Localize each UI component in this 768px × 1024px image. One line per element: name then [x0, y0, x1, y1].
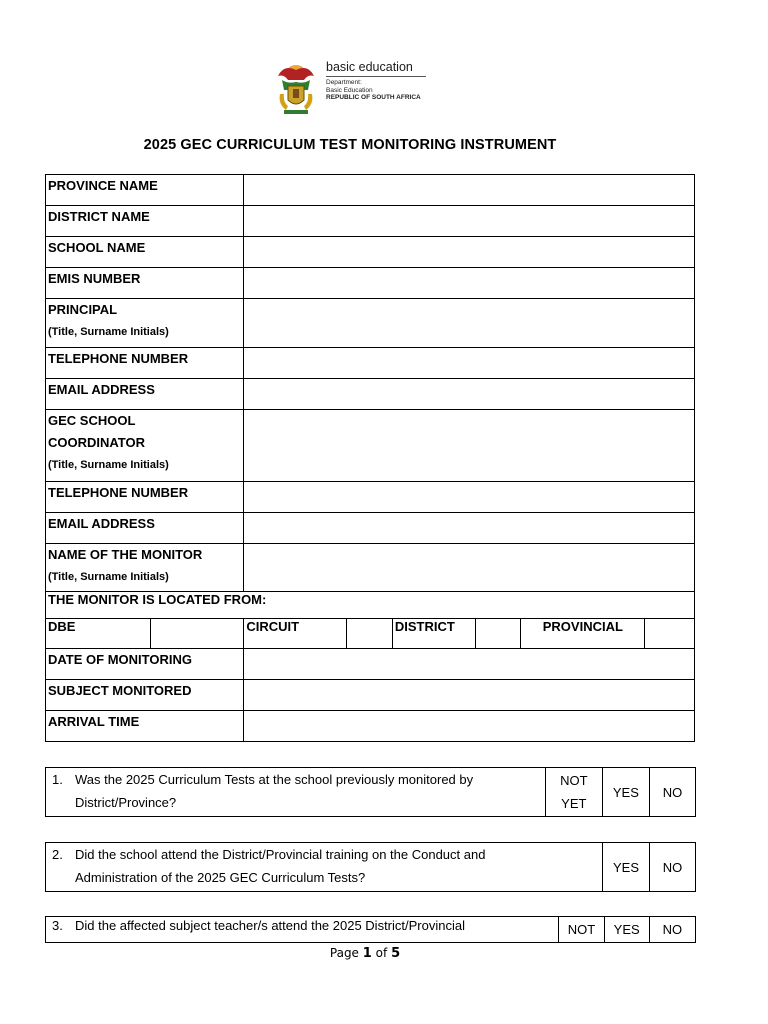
row-date [46, 649, 695, 680]
email-field-2[interactable] [244, 513, 695, 544]
school-name-field[interactable] [244, 237, 695, 268]
location-district-label: DISTRICT [392, 619, 475, 649]
question-1-option-not-yet[interactable] [545, 768, 602, 817]
principal-label [46, 299, 244, 348]
coordinator-label-line1: GEC SCHOOL [48, 413, 136, 428]
school-name-label: SCHOOL NAME [46, 237, 244, 268]
logo-line-republic: REPUBLIC OF SOUTH AFRICA [326, 94, 421, 101]
question-1-line2: District/Province? [75, 795, 177, 810]
coordinator-label [46, 410, 244, 482]
date-field[interactable] [244, 649, 695, 680]
row-email-1 [46, 379, 695, 410]
location-provincial-label: PROVINCIAL [521, 619, 645, 649]
question-3-option-yes[interactable]: YES [604, 917, 649, 943]
location-dbe-checkbox[interactable] [151, 619, 244, 649]
question-2-text [46, 843, 603, 892]
question-3-row [46, 917, 696, 943]
logo-line-basic-education: Basic Education [326, 86, 373, 94]
question-1-number: 1. [52, 772, 63, 787]
telephone-field-2[interactable] [244, 482, 695, 513]
emis-number-field[interactable] [244, 268, 695, 299]
question-2-line2: Administration of the 2025 GEC Curriculum Tests? [75, 870, 366, 885]
question-1-text [46, 768, 546, 817]
page-footer [0, 946, 730, 961]
footer-of-word: of [375, 946, 388, 960]
question-3-line1: Did the affected subject teacher/s attend the 2025 District/Provincial [75, 918, 465, 933]
coat-of-arms-icon [274, 60, 318, 118]
question-2-line1: Did the school attend the District/Provincial training on the Conduct and [75, 847, 486, 862]
row-school [46, 237, 695, 268]
province-name-field[interactable] [244, 175, 695, 206]
question-2-number: 2. [52, 847, 63, 862]
question-1-not-label: NOT [560, 773, 588, 788]
row-principal [46, 299, 695, 348]
question-1-yet-label: YET [561, 796, 587, 811]
row-arrival [46, 711, 695, 742]
logo-main-text: basic education [326, 60, 413, 74]
email-field-1[interactable] [244, 379, 695, 410]
question-3-option-not[interactable]: NOT [559, 917, 604, 943]
subject-field[interactable] [244, 680, 695, 711]
department-logo [274, 60, 434, 120]
logo-line-department: Department: [326, 79, 362, 86]
row-coordinator [46, 410, 695, 482]
monitor-name-label-text: NAME OF THE MONITOR [48, 547, 203, 562]
row-monitor-location [46, 592, 695, 619]
row-location-options [46, 619, 695, 649]
row-emis [46, 268, 695, 299]
email-label-2: EMAIL ADDRESS [46, 513, 244, 544]
location-district-checkbox[interactable] [475, 619, 521, 649]
row-telephone-1 [46, 348, 695, 379]
question-3-number: 3. [52, 918, 63, 933]
monitor-name-label [46, 544, 244, 592]
question-1-option-yes[interactable]: YES [602, 768, 649, 817]
question-2-option-yes[interactable]: YES [603, 843, 650, 892]
row-subject [46, 680, 695, 711]
question-2-option-no[interactable]: NO [650, 843, 696, 892]
question-1-option-no[interactable]: NO [649, 768, 695, 817]
arrival-time-field[interactable] [244, 711, 695, 742]
location-dbe-label: DBE [46, 619, 151, 649]
telephone-label-1: TELEPHONE NUMBER [46, 348, 244, 379]
school-info-table [45, 174, 695, 742]
monitor-location-label: THE MONITOR IS LOCATED FROM: [46, 592, 695, 619]
row-district [46, 206, 695, 237]
row-province [46, 175, 695, 206]
coordinator-field[interactable] [244, 410, 695, 482]
telephone-label-2: TELEPHONE NUMBER [46, 482, 244, 513]
coordinator-hint: (Title, Surname Initials) [48, 459, 169, 471]
question-1-table [45, 767, 696, 817]
coordinator-label-line2: COORDINATOR [48, 435, 146, 450]
telephone-field-1[interactable] [244, 348, 695, 379]
date-label: DATE OF MONITORING [46, 649, 244, 680]
question-1-row [46, 768, 696, 817]
location-provincial-checkbox[interactable] [645, 619, 695, 649]
emis-number-label: EMIS NUMBER [46, 268, 244, 299]
question-3-table [45, 916, 696, 943]
principal-field[interactable] [244, 299, 695, 348]
question-3-option-no[interactable]: NO [649, 917, 695, 943]
district-name-label: DISTRICT NAME [46, 206, 244, 237]
document-title: 2025 GEC CURRICULUM TEST MONITORING INSTRUMENT [143, 137, 557, 153]
question-1-line1: Was the 2025 Curriculum Tests at the school previously monitored by [75, 772, 474, 787]
logo-text [326, 60, 426, 102]
location-circuit-checkbox[interactable] [347, 619, 393, 649]
question-2-table [45, 842, 696, 892]
footer-current-page: 1 [362, 946, 372, 961]
footer-page-word: Page [329, 946, 359, 960]
logo-divider [326, 76, 426, 77]
principal-label-text: PRINCIPAL [48, 302, 118, 317]
question-2-row [46, 843, 696, 892]
row-email-2 [46, 513, 695, 544]
district-name-field[interactable] [244, 206, 695, 237]
location-circuit-label: CIRCUIT [244, 619, 347, 649]
monitor-name-field[interactable] [244, 544, 695, 592]
row-monitor-name [46, 544, 695, 592]
subject-label: SUBJECT MONITORED [46, 680, 244, 711]
monitor-name-hint: (Title, Surname Initials) [48, 571, 169, 583]
question-3-text [46, 917, 559, 943]
email-label-1: EMAIL ADDRESS [46, 379, 244, 410]
row-telephone-2 [46, 482, 695, 513]
province-name-label: PROVINCE NAME [46, 175, 244, 206]
arrival-time-label: ARRIVAL TIME [46, 711, 244, 742]
footer-total-pages: 5 [391, 946, 401, 961]
principal-hint: (Title, Surname Initials) [48, 326, 169, 338]
